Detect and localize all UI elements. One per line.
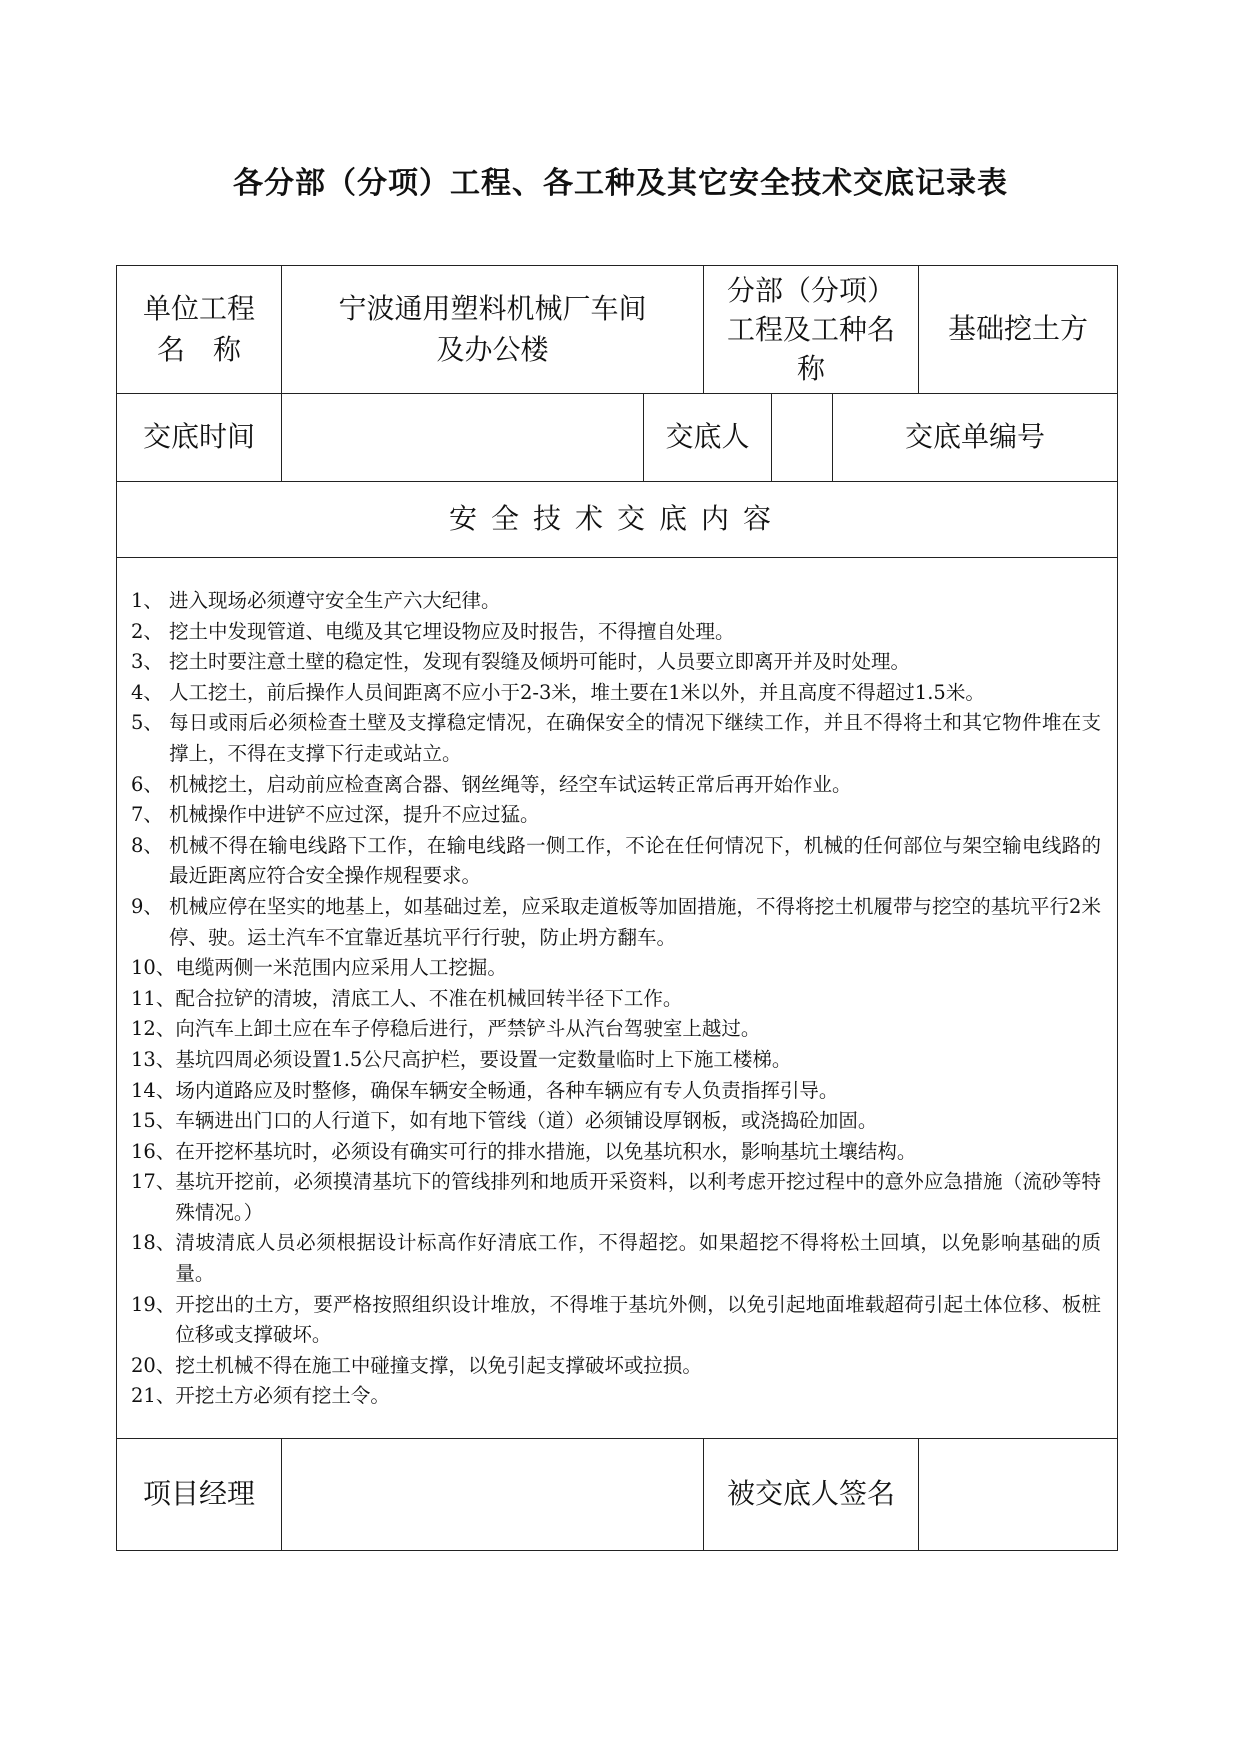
content-item-text: 人工挖土，前后操作人员间距离不应小于2-3米，堆土要在1米以外，并且高度不得超过1.5米。 bbox=[169, 680, 985, 704]
section-header-row bbox=[117, 482, 1118, 558]
recipient-signature-field[interactable] bbox=[919, 1439, 1118, 1551]
content-item-number: 18、 bbox=[131, 1231, 176, 1255]
content-list-item bbox=[131, 617, 1101, 648]
recipient-signature-label: 被交底人签名 bbox=[704, 1439, 919, 1551]
content-list-item bbox=[131, 1045, 1101, 1076]
content-item-number: 7、 bbox=[131, 803, 163, 827]
content-list-item bbox=[131, 708, 1101, 769]
content-list-item bbox=[131, 678, 1101, 709]
content-item-text: 清坡清底人员必须根据设计标高作好清底工作，不得超挖。如果超挖不得将松土回填，以免影响基础的质量。 bbox=[175, 1231, 1102, 1286]
content-list-item bbox=[131, 1106, 1101, 1137]
unit-project-label-line1: 单位工程 bbox=[142, 291, 255, 325]
content-item-text: 机械应停在坚实的地基上，如基础过差，应采取走道板等加固措施，不得将挖土机履带与挖空的基坑平行2米停、驶。运土汽车不宜靠近基坑平行行驶，防止坍方翻车。 bbox=[169, 894, 1102, 949]
unit-project-value-line1: 宁波通用塑料机械厂车间 bbox=[338, 291, 647, 325]
meta-row bbox=[117, 394, 1118, 482]
content-item-text: 开挖土方必须有挖土令。 bbox=[175, 1384, 390, 1408]
content-list-item bbox=[131, 800, 1101, 831]
content-list-item bbox=[131, 647, 1101, 678]
content-item-text: 配合拉铲的清坡，清底工人、不准在机械回转半径下工作。 bbox=[175, 986, 683, 1010]
briefing-person-field[interactable] bbox=[772, 394, 833, 482]
content-item-text: 基坑四周必须设置1.5公尺高护栏，要设置一定数量临时上下施工楼梯。 bbox=[175, 1047, 792, 1071]
content-item-number: 19、 bbox=[131, 1292, 176, 1316]
content-list-item bbox=[131, 984, 1101, 1015]
subproject-value-text: 基础挖土方 bbox=[948, 312, 1089, 346]
content-item-text: 基坑开挖前，必须摸清基坑下的管线排列和地质开采资料，以利考虑开挖过程中的意外应急措施（流砂等特殊情况。） bbox=[175, 1170, 1102, 1224]
content-item-number: 6、 bbox=[131, 772, 163, 796]
briefing-time-field[interactable] bbox=[282, 394, 644, 482]
content-list-item bbox=[131, 953, 1101, 984]
content-list-item bbox=[131, 770, 1101, 801]
content-cell bbox=[117, 558, 1118, 1439]
content-list-item bbox=[131, 1228, 1101, 1289]
content-item-text: 挖土中发现管道、电缆及其它埋设物应及时报告，不得擅自处理。 bbox=[169, 619, 735, 643]
page-title: 各分部（分项）工程、各工种及其它安全技术交底记录表 bbox=[233, 166, 1008, 201]
content-list-item bbox=[131, 586, 1101, 617]
content-list-item bbox=[131, 1076, 1101, 1107]
content-item-text: 机械挖土，启动前应检查离合器、钢丝绳等，经空车试运转正常后再开始作业。 bbox=[169, 772, 852, 796]
content-item-text: 挖土机械不得在施工中碰撞支撑，以免引起支撑破坏或拉损。 bbox=[175, 1353, 702, 1377]
content-row bbox=[117, 558, 1118, 1439]
project-manager-label: 项目经理 bbox=[117, 1439, 282, 1551]
content-item-number: 11、 bbox=[131, 986, 176, 1010]
content-list-item bbox=[131, 1381, 1101, 1412]
unit-project-value-line2: 及办公楼 bbox=[436, 332, 549, 366]
subproject-label-line3: 称 bbox=[797, 352, 826, 386]
content-list-item bbox=[131, 1137, 1101, 1168]
content-item-number: 5、 bbox=[131, 711, 163, 735]
content-item-number: 2、 bbox=[131, 619, 163, 643]
content-item-text: 挖土时要注意土壁的稳定性，发现有裂缝及倾坍可能时，人员要立即离开并及时处理。 bbox=[169, 650, 911, 674]
content-item-number: 15、 bbox=[131, 1109, 176, 1133]
content-item-number: 13、 bbox=[131, 1047, 176, 1071]
unit-project-label-line2: 名 称 bbox=[156, 332, 241, 366]
header-row bbox=[117, 266, 1118, 394]
content-list-item bbox=[131, 1014, 1101, 1045]
content-item-text: 机械操作中进铲不应过深，提升不应过猛。 bbox=[169, 803, 540, 827]
content-item-text: 电缆两侧一米范围内应采用人工挖掘。 bbox=[175, 956, 507, 980]
content-list-item bbox=[131, 831, 1101, 892]
content-item-number: 9、 bbox=[131, 894, 163, 918]
content-list bbox=[131, 586, 1101, 1412]
content-list-item bbox=[131, 1351, 1101, 1382]
safety-briefing-form bbox=[116, 265, 1118, 1551]
content-item-text: 进入现场必须遵守安全生产六大纪律。 bbox=[169, 589, 501, 612]
briefing-number-label: 交底单编号 bbox=[833, 394, 1118, 482]
content-item-text: 车辆进出门口的人行道下，如有地下管线（道）必须铺设厚钢板，或浇捣砼加固。 bbox=[175, 1109, 878, 1133]
subproject-value[interactable] bbox=[919, 266, 1118, 394]
content-item-number: 10、 bbox=[131, 956, 176, 980]
project-manager-signature-field[interactable] bbox=[282, 1439, 704, 1551]
content-list-item bbox=[131, 1167, 1101, 1228]
content-item-text: 向汽车上卸土应在车子停稳后进行，严禁铲斗从汽台驾驶室上越过。 bbox=[175, 1017, 761, 1041]
signature-row bbox=[117, 1439, 1118, 1551]
content-item-text: 在开挖杯基坑时，必须设有确实可行的排水措施，以免基坑积水，影响基坑土壤结构。 bbox=[175, 1139, 917, 1163]
section-title-text: 安全技术交底内容 bbox=[449, 502, 786, 536]
content-item-text: 场内道路应及时整修，确保车辆安全畅通，各种车辆应有专人负责指挥引导。 bbox=[175, 1078, 839, 1102]
content-item-number: 14、 bbox=[131, 1078, 176, 1102]
content-item-text: 开挖出的土方，要严格按照组织设计堆放，不得堆于基坑外侧，以免引起地面堆载超荷引起土体位移、板桩位移或支撑破坏。 bbox=[175, 1292, 1102, 1347]
subproject-label bbox=[704, 266, 919, 394]
section-title bbox=[117, 482, 1118, 558]
content-item-number: 16、 bbox=[131, 1139, 176, 1163]
content-list-item bbox=[131, 1290, 1101, 1351]
content-item-text: 每日或雨后必须检查土壁及支撑稳定情况，在确保安全的情况下继续工作，并且不得将土和其它物件堆在支撑上，不得在支撑下行走或站立。 bbox=[169, 711, 1102, 765]
content-item-number: 3、 bbox=[131, 650, 163, 674]
unit-project-value[interactable] bbox=[282, 266, 704, 394]
content-item-number: 21、 bbox=[131, 1384, 176, 1408]
subproject-label-line1: 分部（分项） bbox=[727, 273, 896, 307]
subproject-label-line2: 工程及工种名 bbox=[727, 312, 896, 346]
content-item-number: 17、 bbox=[131, 1170, 176, 1194]
unit-project-label bbox=[117, 266, 282, 394]
content-item-text: 机械不得在输电线路下工作，在输电线路一侧工作，不论在任何情况下，机械的任何部位与架空输电线路的最近距离应符合安全操作规程要求。 bbox=[169, 833, 1102, 888]
content-item-number: 20、 bbox=[131, 1353, 176, 1377]
content-item-number: 8、 bbox=[131, 833, 163, 857]
briefing-person-label: 交底人 bbox=[644, 394, 772, 482]
content-item-number: 1、 bbox=[131, 589, 163, 612]
content-list-item bbox=[131, 892, 1101, 953]
content-item-number: 4、 bbox=[131, 680, 163, 704]
briefing-time-label: 交底时间 bbox=[117, 394, 282, 482]
content-item-number: 12、 bbox=[131, 1017, 176, 1041]
